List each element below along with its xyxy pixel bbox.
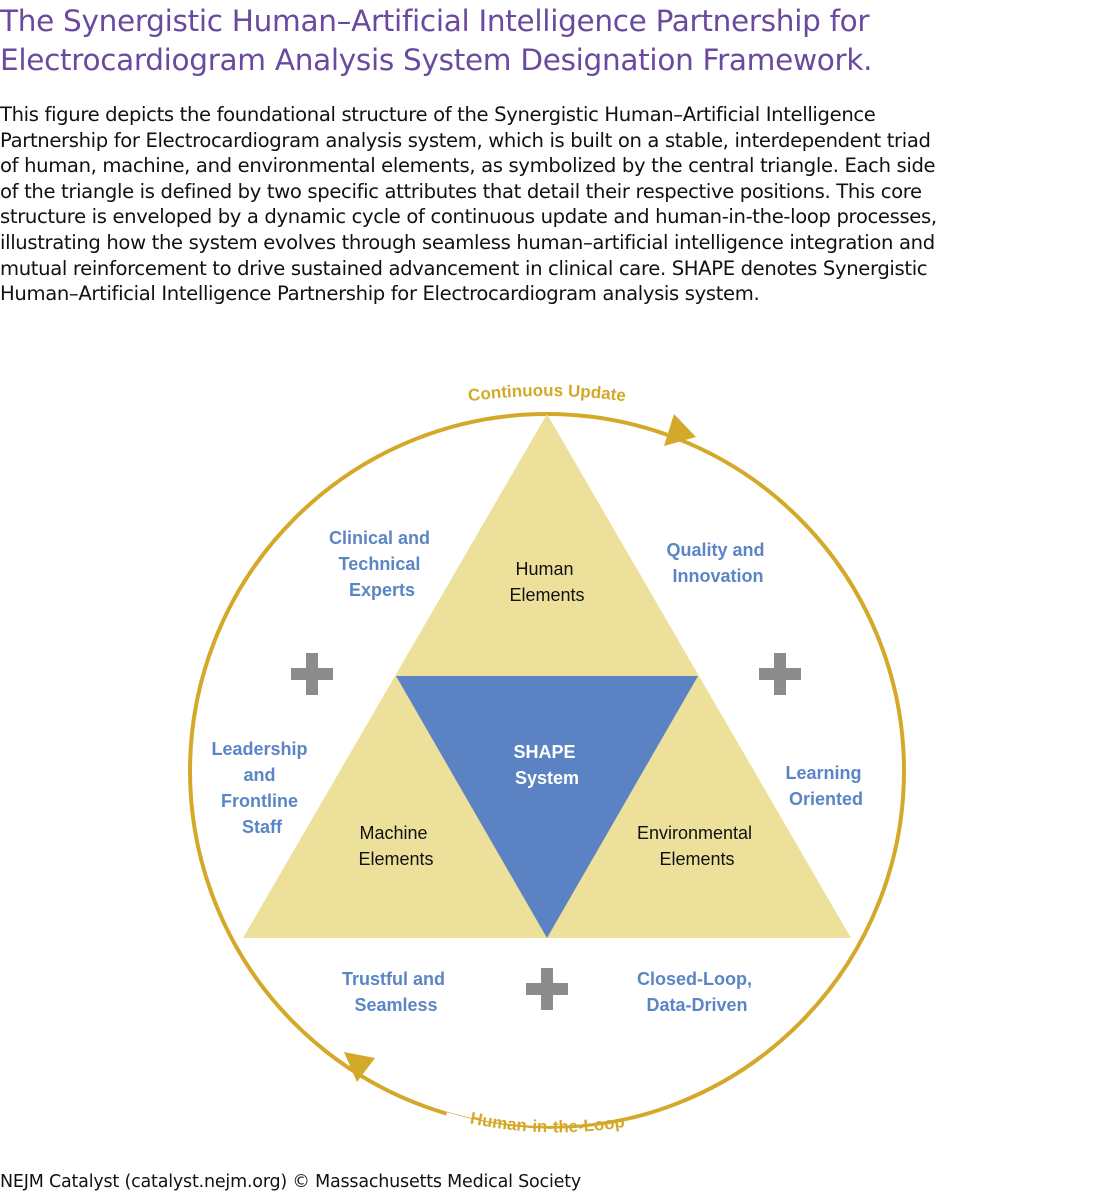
- attribute-line: Learning: [785, 763, 862, 783]
- caption-line: mutual reinforcement to drive sustained advancement in clinical care. SHAPE denotes Synergistic: [0, 256, 928, 280]
- caption-line: structure is enveloped by a dynamic cycle of continuous update and human-in-the-loop processes,: [0, 205, 937, 229]
- attribute-quality-innovation: [666, 540, 769, 586]
- caption-line: of the triangle is defined by two specific attributes that detail their respective positions. This core: [0, 179, 922, 203]
- attribute-line: Quality and: [666, 540, 765, 560]
- caption-line: illustrating how the system evolves through seamless human–artificial intelligence integration and: [0, 230, 935, 254]
- machine-elements-line: Elements: [358, 849, 434, 869]
- attribute-line: Oriented: [788, 789, 864, 809]
- attribute-line: Experts: [348, 580, 416, 600]
- title-line: Electrocardiogram Analysis System Designation Framework.: [0, 43, 873, 77]
- human-elements-line: Elements: [509, 585, 585, 605]
- arrowhead-continuous-icon: [664, 414, 696, 446]
- attribute-line: Innovation: [672, 566, 764, 586]
- caption-line: This figure depicts the foundational structure of the Synergistic Human–Artificial Intelligence: [0, 103, 876, 126]
- attribute-line: Trustful and: [341, 969, 445, 989]
- cycle-label-top-text: Continuous Update: [466, 380, 628, 406]
- cycle-label-bottom-text: Human-in-the-Loop: [468, 1108, 626, 1137]
- shape-system-line: SHAPE: [513, 742, 576, 762]
- shape-system-line: System: [514, 768, 580, 788]
- attribute-clinical-technical-experts: [329, 528, 435, 600]
- plus-icon: [526, 968, 568, 1010]
- plus-icon: [759, 653, 801, 695]
- caption-line: of human, machine, and environmental elements, as symbolized by the central triangle. Each side: [0, 154, 936, 178]
- attribute-leadership-frontline-staff: [211, 739, 312, 837]
- machine-elements-line: Machine: [359, 823, 428, 843]
- attribute-line: Technical: [338, 554, 421, 574]
- attribute-learning-oriented: [785, 763, 866, 809]
- attribute-line: and: [243, 765, 276, 785]
- attribute-line: Leadership: [211, 739, 308, 759]
- cycle-label-top: [467, 381, 627, 405]
- caption-line: Partnership for Electrocardiogram analysis system, which is built on a stable, interdependent triad: [0, 128, 931, 152]
- attribute-line: Staff: [242, 817, 282, 837]
- attribute-line: Data-Driven: [646, 995, 748, 1015]
- environmental-elements-line: Elements: [659, 849, 735, 869]
- attribute-closed-loop-data-driven: [637, 969, 757, 1015]
- caption-line: Human–Artificial Intelligence Partnership for Electrocardiogram analysis system.: [0, 282, 760, 306]
- footer-credit: NEJM Catalyst (catalyst.nejm.org) © Massachusetts Medical Society: [0, 1172, 582, 1192]
- title-line: The Synergistic Human–Artificial Intelligence Partnership for: [0, 4, 870, 38]
- human-elements-line: Human: [515, 559, 574, 579]
- attribute-trustful-seamless: [342, 969, 450, 1015]
- attribute-line: Seamless: [354, 995, 438, 1015]
- attribute-line: Closed-Loop,: [636, 969, 752, 989]
- attribute-line: Clinical and: [328, 528, 431, 548]
- plus-icon: [291, 653, 333, 695]
- attribute-line: Frontline: [220, 791, 298, 811]
- environmental-elements-line: Environmental: [636, 823, 753, 843]
